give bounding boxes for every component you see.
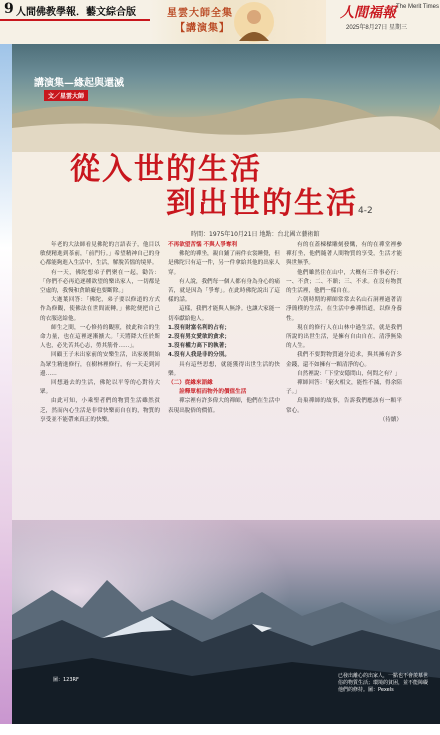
dateline: 時間：1975年10月21日 地點：台北國立藝術館: [191, 231, 320, 238]
paragraph: 有一天，佛陀想弟子們聚在一起，勸告：「你們不必再追逐種欲望的樂出家人，一切都是空虛的，我慢和貪瞋癡也要斷除。」: [40, 269, 160, 295]
to-be-continued: （待續）: [379, 416, 402, 423]
part-number: 4-2: [358, 206, 373, 216]
list-item: 2.沒有男女愛欲的貪求；: [168, 334, 230, 341]
paragraph: 由此可知，小乘聖者們的物質生活雖然貧乏，然而內心生活是非常快樂而自在的，物質的享受並不能帶來真正的快樂。: [40, 398, 160, 423]
master-portrait-image: [233, 1, 275, 43]
page-number: 9: [4, 1, 14, 17]
paragraph: 鳥巢禪師的故事，告訴我們應該有一顆平常心。: [286, 398, 402, 414]
masthead-logo: 人間福報: [340, 5, 396, 21]
paragraph: 佛陀的禪坐，親自鋪了兩件衣裳睡覺，但是佛陀只有這一件，另一件拿給其他的出家人穿。: [168, 251, 280, 276]
article-title-line2: 到出世的生活: [166, 186, 358, 221]
page-footer: [0, 724, 440, 735]
paragraph: 回顧王子未出家前的安樂生活，出家後開始為眾生精進修行，在樹林裡修行，有一天走到河邊……: [40, 352, 160, 377]
issue-date: 2025年8月27日 星期三: [346, 25, 408, 31]
section-title: 人間佛教學報．藝文綜合版: [16, 7, 136, 18]
paragraph: 師生之間，一心修持的觀照，彼此和合的生命力量，也在這裡逐漸擴大。「天將降大任於斯人也，必先苦其心志，勞其筋骨……」。: [40, 324, 160, 350]
photo-caption: 已發出離心的出家人，一點也不會羨慕世俗的物質生活；環境的貧困，並不能障礙他們的修持。圖：Pexels: [338, 673, 429, 693]
series-title: 星雲大師全集: [167, 8, 233, 19]
paragraph: 自然裡說：「下堂安隱問山，何問之有？」: [297, 370, 401, 377]
photo-credit: 圖：123RF: [53, 677, 79, 683]
paragraph: 六朝時期的禪師常常去名山石洞裡過著清淨簡樸的生活，在生活中參禪悟道，以修身養性。: [286, 297, 402, 322]
paragraph: 禪師回答：「窮火相文，能性不滅，得余陪子。」: [286, 380, 402, 396]
paragraph: 有人說，我們每一個人都有身為身心的痛苦，就是因為「爭奪」。在此時佛陀說出了這樣的話。: [168, 278, 280, 304]
decorative-strip: [0, 44, 12, 724]
paragraph: 有的在蓋棟樑雕刻發懺，有的在禪堂裡參禪打坐，他們隨著人間物質的享受，生活才能與世無爭。: [286, 242, 402, 267]
paragraph: 我們不要對物質過分追求，與其擁有許多金錢，還不如擁有一顆清淨的心。: [286, 352, 402, 368]
paragraph: 年老的大法師看見佛陀的言語表子，他目以敏便精進到茶前，「前門行。」希望精神自己的身心都能夠進入生活中，生活，解脫苦惱的境界。: [40, 242, 160, 267]
author-tag: 文／星雲大師: [44, 90, 88, 101]
article-title-line1: 從入世的生活: [70, 152, 262, 187]
subheading: 不再欲望苦惱 不與人爭奪利: [168, 242, 238, 248]
lecture-series-label: 講演集—緣起與還滅: [34, 78, 124, 89]
paragraph: 這樣，我們才能與人無諍。也讓大家能一切奉獻給他人。: [168, 306, 280, 322]
text-column-2: [168, 241, 280, 416]
header-rule: [0, 19, 150, 21]
paragraph: 現在的修行人在山林中過生活，就是我們所說的出世生活，是擁有自由自在、清淨無染的人生。: [286, 324, 402, 350]
text-column-3: [286, 241, 402, 425]
list-item: 3.沒有權力高下的執著；: [168, 343, 230, 350]
masthead-english: The Merit Times: [396, 4, 440, 10]
list-item: 1.沒有財富名利的占有；: [168, 324, 230, 331]
paragraph: 他們雖然住在山中，大概有三件事必行：一、不貪；二、不瞋；三、不求。在沒有物質的生活裡，他們一樣自在。: [286, 269, 402, 295]
list-item: 4.沒有人我是非的分別。: [168, 352, 230, 359]
page-header: [0, 0, 440, 44]
paragraph: 回想過去的生活，佛陀以平等的心對待大眾。: [40, 380, 160, 396]
subheading: （二）從緣來語緣 詮釋眾相而物外的價值生活: [168, 380, 247, 396]
series-subtitle: 【講演集】: [175, 23, 230, 34]
paragraph: 大迦葉回答：「佛陀，弟子要以修道的方式作為修觀，使佛法在世間流轉。」佛陀便把自己的衣服送給他。: [40, 297, 160, 322]
paragraph: 禪宗裡有許多偉大的禪師，他們在生活中表現出脫俗的價值。: [168, 398, 280, 414]
text-column-1: [40, 241, 160, 425]
paragraph: 具有這些思想，就能獲得出世生活的快樂。: [168, 361, 280, 377]
